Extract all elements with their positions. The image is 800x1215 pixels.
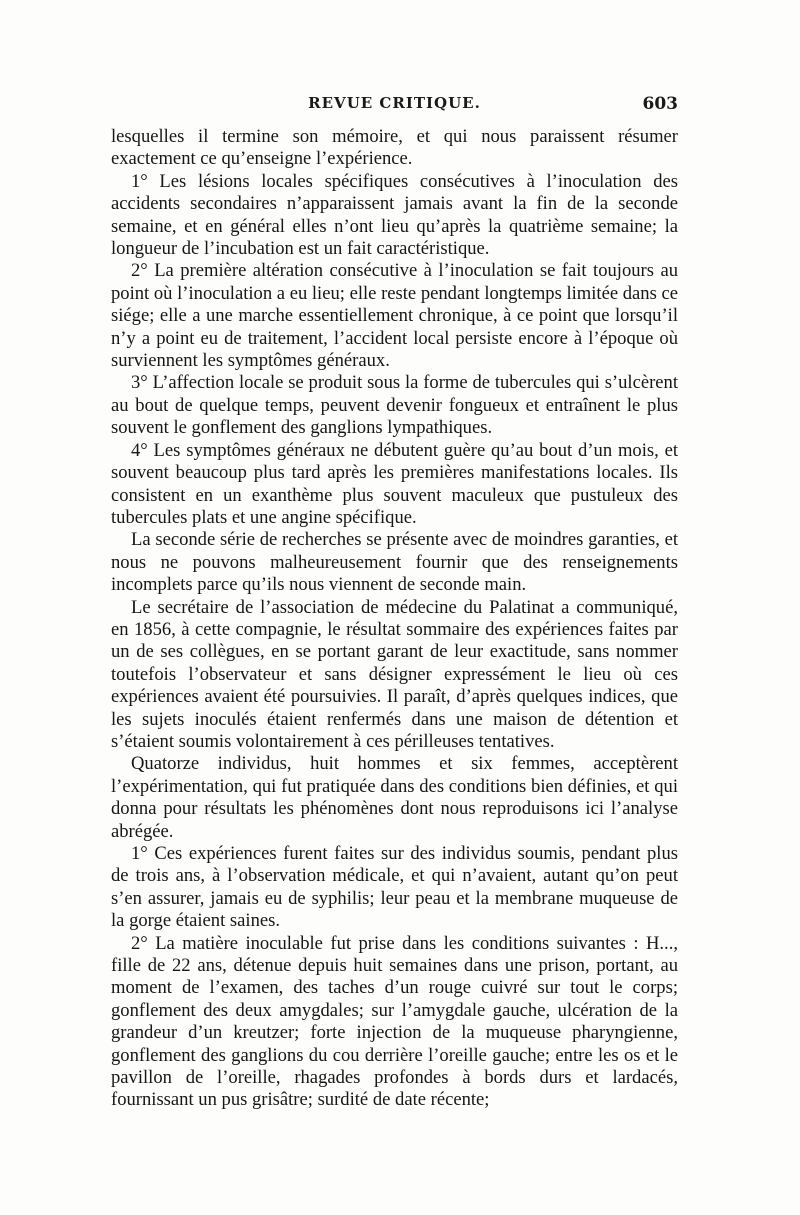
body-text xyxy=(111,126,678,1112)
paragraph-point-3: 3° L’affection locale se produit sous la forme de tubercules qui s’ulcèrent au bout de quelque temps, peuvent devenir fongueux et entraînent le plus souvent le gonflement des ganglions lympathiques. xyxy=(111,372,678,439)
paragraph-continuation: lesquelles il termine son mémoire, et qui nous paraissent résumer exactement ce qu’enseigne l’expérience. xyxy=(111,126,678,170)
paragraph-palatinat: Le secrétaire de l’association de médecine du Palatinat a communiqué, en 1856, à cette compagnie, le résultat sommaire des expériences faites par un de ses collègues, en se portant garant de leur exactitude, sans nommer toutefois l’observateur et sans désigner expressément le lieu où ces expériences avaient été poursuivies. Il paraît, d’après quelques indices, que les sujets inoculés étaient renfermés dans une maison de détention et s’étaient soumis volontairement à ces périlleuses tentatives. xyxy=(111,596,678,752)
running-head xyxy=(111,94,678,118)
paragraph-experience-1: 1° Ces expériences furent faites sur des individus soumis, pendant plus de trois ans, à l’observation médicale, et qui n’avaient, autant qu’on peut s’en assurer, jamais eu de syphilis; leur peau et la membrane muqueuse de la gorge étaient saines. xyxy=(111,843,678,932)
running-title: REVUE CRITIQUE. xyxy=(308,94,481,112)
paragraph-point-1: 1° Les lésions locales spécifiques consécutives à l’inoculation des accidents secondaires n’apparaissent jamais avant la fin de la seconde semaine, et en général elles n’ont lieu qu’après la quatrième semaine; la longueur de l’incubation est un fait caractéristique. xyxy=(111,170,678,260)
paragraph-point-2: 2° La première altération consécutive à l’inoculation se fait toujours au point où l’inoculation a eu lieu; elle reste pendant longtemps limitée dans ce siége; elle a une marche essentiellement chronique, à ce point que lorsqu’il n’y a point eu de traitement, l’accident local persiste encore à l’époque où surviennent les symptômes généraux. xyxy=(111,260,678,372)
paragraph-point-4: 4° Les symptômes généraux ne débutent guère qu’au bout d’un mois, et souvent beaucoup plus tard après les premières manifestations locales. Ils consistent en un exanthème plus souvent maculeux que pustuleux des tubercules plats et une angine spécifique. xyxy=(111,439,678,528)
page-number: 603 xyxy=(642,94,678,114)
paragraph-second-series: La seconde série de recherches se présente avec de moindres garanties, et nous ne pouvons malheureusement fournir que des renseignements incomplets parce qu’ils nous viennent de seconde main. xyxy=(111,529,678,596)
paragraph-experience-2: 2° La matière inoculable fut prise dans les conditions suivantes : H..., fille de 22 ans, détenue depuis huit semaines dans une prison, portant, au moment de l’examen, des taches d’un rouge cuivré sur tout le corps; gonflement des deux amygdales; sur l’amygdale gauche, ulcération de la grandeur d’un kreutzer; forte injection de la muqueuse pharyngienne, gonflement des ganglions du cou derrière l’oreille gauche; entre les os et le pavillon de l’oreille, rhagades profondes à bords durs et lardacés, fournissant un pus grisâtre; surdité de date récente; xyxy=(111,932,678,1111)
paragraph-quatorze: Quatorze individus, huit hommes et six femmes, acceptèrent l’expérimentation, qui fut pratiquée dans des conditions bien définies, et qui donna pour résultats les phénomènes dont nous reproduisons ici l’analyse abrégée. xyxy=(111,753,678,842)
